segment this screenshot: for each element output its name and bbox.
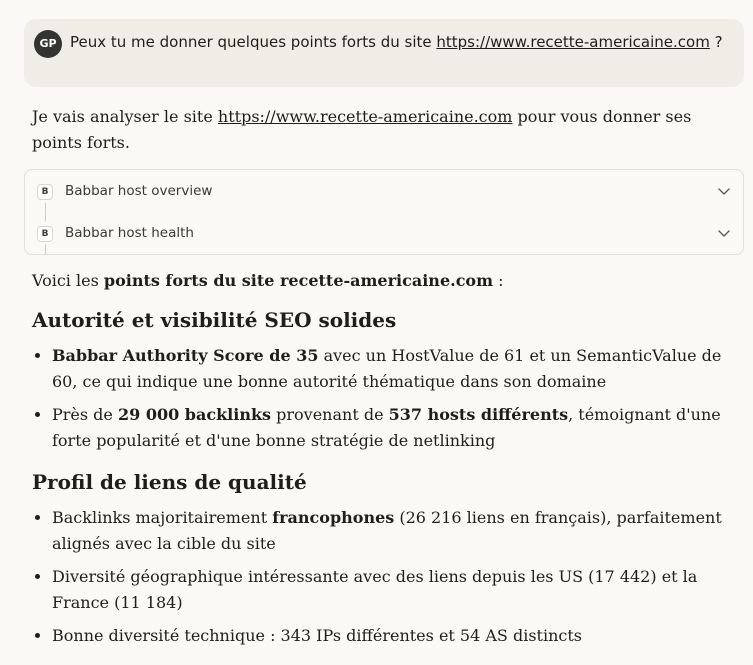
item-text: , témoignant d'une forte popularité et d'une bonne stratégie de netlinking — [52, 405, 721, 450]
user-message-text — [70, 31, 730, 53]
intro-before: Je vais analyser le site — [32, 107, 218, 126]
section-heading-links: Profil de liens de qualité — [32, 470, 307, 494]
babbar-icon: B — [37, 226, 53, 242]
list-item: • Bonne diversité technique : 343 IPs différentes et 54 AS distincts — [52, 623, 722, 649]
chevron-down-icon[interactable] — [717, 184, 731, 198]
intro-after: pour vous donner ses points forts. — [32, 107, 692, 152]
item-text: Près de — [52, 405, 118, 424]
tool-calls-panel — [24, 169, 744, 255]
list-item — [52, 343, 722, 395]
item-text: (26 216 liens en français), parfaitement alignés avec la cible du site — [52, 508, 722, 553]
babbar-icon: B — [37, 184, 53, 200]
list-item — [52, 402, 722, 454]
item-bold: 537 hosts différents — [388, 405, 569, 424]
seo-list — [32, 343, 722, 461]
user-text-before: Peux tu me donner quelques points forts du site — [70, 33, 437, 51]
list-item — [52, 505, 722, 557]
item-text: Backlinks majoritairement — [52, 508, 273, 527]
tool-call-host-overview[interactable] — [25, 173, 743, 209]
item-bold: 29 000 backlinks — [117, 405, 272, 424]
section-heading-seo: Autorité et visibilité SEO solides — [32, 308, 397, 332]
item-text: provenant de — [271, 405, 389, 424]
item-bold: francophones — [272, 508, 395, 527]
intro-link[interactable]: https://www.recette-americaine.com — [217, 107, 513, 126]
item-text: avec un HostValue de 61 et un SemanticValue de 60, ce qui indique une bonne autorité thématique dans son domaine — [52, 346, 722, 391]
chevron-down-icon[interactable] — [717, 226, 731, 240]
tool-call-label: Babbar host health — [65, 225, 194, 241]
list-item: • Diversité géographique intéressante avec des liens depuis les US (17 442) et la France (11 184) — [52, 564, 722, 616]
user-avatar[interactable]: GP — [34, 30, 62, 58]
user-message-link[interactable]: https://www.recette-americaine.com — [436, 33, 710, 51]
response-summary — [32, 268, 712, 294]
summary-before: Voici les — [32, 271, 104, 290]
summary-bold: points forts du site recette-americaine.com — [103, 271, 494, 290]
summary-after: : — [493, 271, 504, 290]
item-bold: Babbar Authority Score de 35 — [52, 346, 319, 365]
links-list — [32, 505, 722, 656]
user-text-after: ? — [709, 33, 723, 51]
response-intro — [32, 104, 712, 156]
tool-call-host-health[interactable] — [25, 215, 743, 251]
user-message — [24, 19, 744, 87]
tool-call-label: Babbar host overview — [65, 183, 213, 199]
